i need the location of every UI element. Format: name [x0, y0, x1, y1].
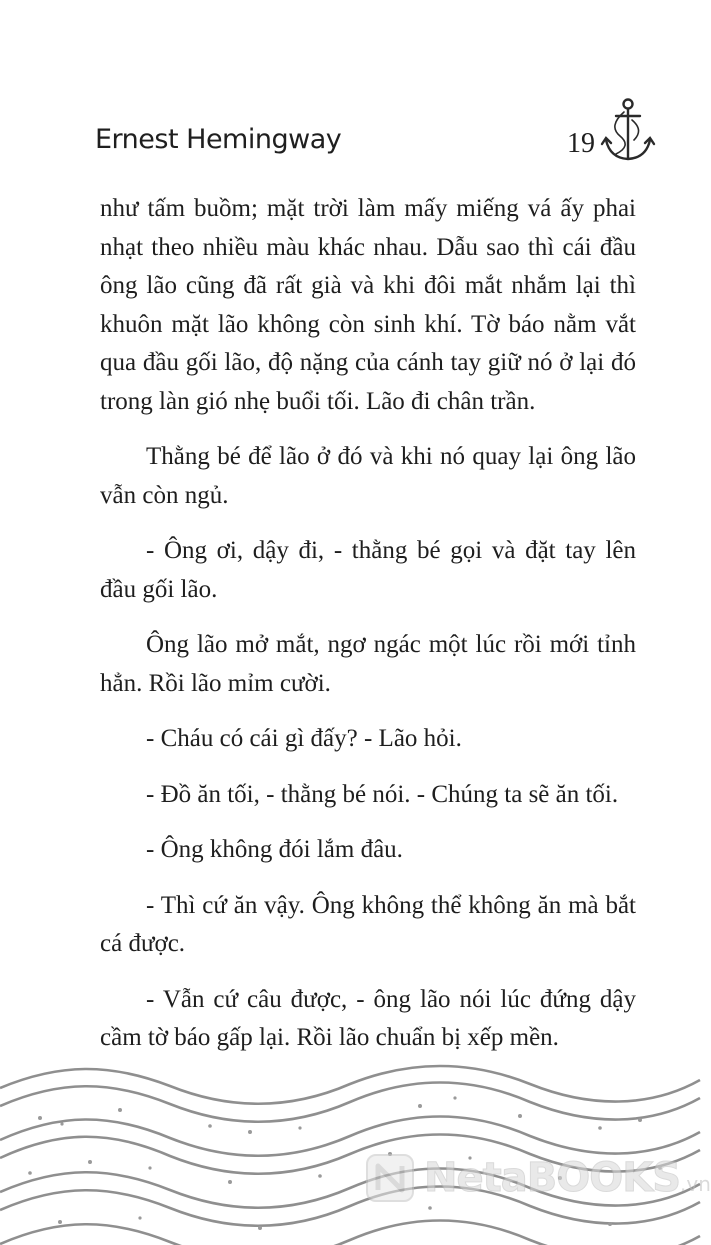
running-header-author: Ernest Hemingway [95, 124, 342, 155]
page-number: 19 [567, 128, 595, 159]
anchor-icon [598, 96, 658, 166]
netabooks-logo-icon [364, 1152, 416, 1204]
watermark-text: NetaBOOKS.vn [424, 1155, 711, 1201]
dialogue-line: - Đồ ăn tối, - thằng bé nói. - Chúng ta sẽ ăn tối. [146, 780, 619, 808]
dialogue-line: - Ông ơi, dậy đi, - thằng bé gọi và đặt tay lên đầu gối lão. [100, 537, 636, 603]
dialogue-line: - Thì cứ ăn vậy. Ông không thể không ăn mà bắt cá được. [100, 891, 636, 957]
paragraph: Ông lão mở mắt, ngơ ngác một lúc rồi mới tỉnh hẳn. Rồi lão mỉm cười. [100, 631, 636, 697]
watermark-suffix: .vn [680, 1172, 711, 1196]
dialogue-line: - Vẫn cứ câu được, - ông lão nói lúc đứng dậy cầm tờ báo gấp lại. Rồi lão chuẩn bị xếp mền. [100, 985, 636, 1051]
dialogue-line: - Ông không đói lắm đâu. [146, 836, 403, 863]
body-text [100, 190, 636, 1075]
watermark [364, 1148, 711, 1208]
paragraph: Thằng bé để lão ở đó và khi nó quay lại ông lão vẫn còn ngủ. [100, 443, 636, 509]
paragraph: như tấm buồm; mặt trời làm mấy miếng vá ấy phai nhạt theo nhiều màu khác nhau. Dẫu sao thì cái đầu ông lão cũng đã rất già và khi đôi mắt nhắm lại thì khuôn mặt lão không còn sinh khí. Tờ báo nằm vắt qua đầu gối lão, độ nặng của cánh tay giữ nó ở lại đó trong làn gió nhẹ buổi tối. Lão đi chân trần. [100, 195, 636, 415]
dialogue-line: - Cháu có cái gì đấy? - Lão hỏi. [146, 725, 462, 752]
